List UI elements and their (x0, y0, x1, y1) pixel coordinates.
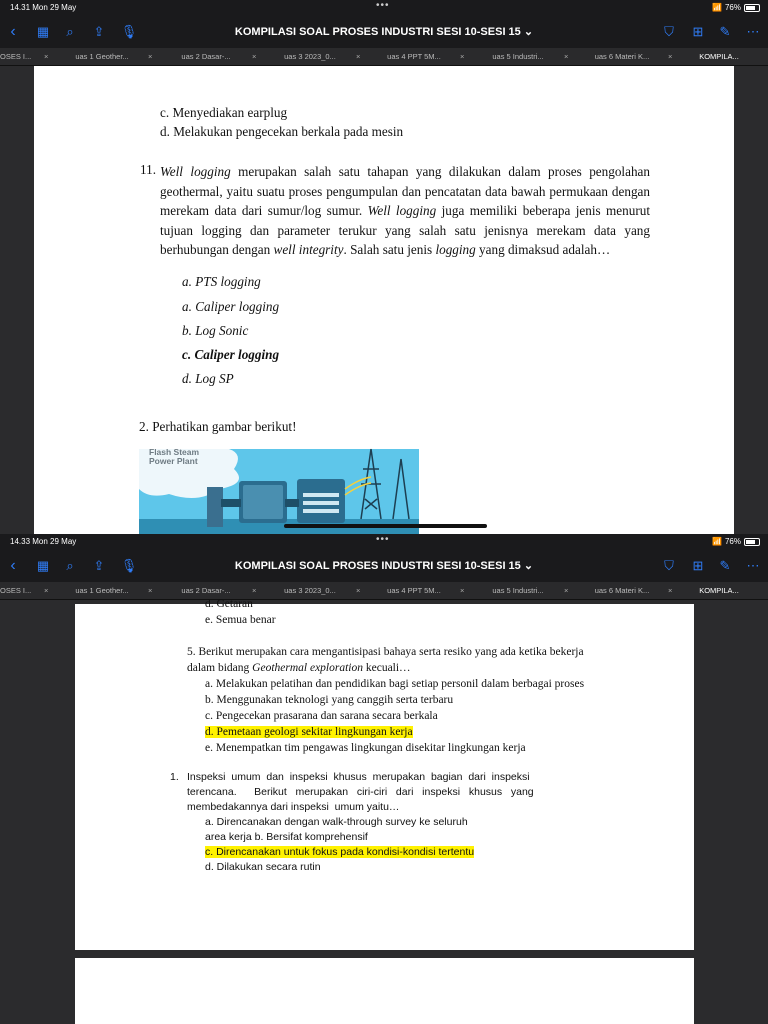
answer-option: a. Direncanakan dengan walk-through survey ke seluruh (205, 816, 468, 828)
option-c: c. Menyediakan earplug (160, 105, 288, 120)
annotate-icon[interactable]: ✎ (719, 558, 731, 573)
tab-0[interactable]: OSES I... (0, 52, 32, 61)
close-tab-icon[interactable]: × (460, 52, 465, 61)
answer-option: a. Melakukan pelatihan dan pendidikan bagi setiap personil dalam berbagai proses (205, 678, 585, 690)
question-11-text: Well logging merupakan salah satu tahapan yang dilakukan dalam proses pengolahan geothermal, yaitu suatu proses pengumpulan dan pencatatan data bawah permukaan dengan merekam data dari sumur/log sumur. Well logging juga memiliki beberapa jenis menurut tujuan logging dan parameter terukur yang salah satu jenisnya merekam data yang berhubungan dengan well integrity. Salah satu jenis logging yang dimaksud adalah… (160, 164, 650, 257)
tab-bar (0, 48, 768, 66)
tab-4[interactable]: × uas 4 PPT 5M... (356, 586, 441, 595)
close-tab-icon[interactable]: × (356, 52, 361, 61)
tab-bar (0, 582, 768, 600)
more-icon[interactable]: ⋯ (746, 24, 760, 39)
answer-option: b. Menggunakan teknologi yang canggih serta terbaru (205, 694, 454, 706)
answer-option: d. Dilakukan secara rutin (205, 861, 321, 873)
status-bar (0, 534, 768, 550)
wifi-icon: 📶 (712, 537, 722, 546)
close-tab-icon[interactable]: × (148, 52, 153, 61)
more-dots-icon[interactable]: ••• (376, 534, 390, 545)
back-icon[interactable]: ‹ (10, 557, 16, 574)
question-5-line-2: dalam bidang Geothermal exploration kecuali… (187, 662, 411, 674)
back-icon[interactable]: ‹ (10, 23, 16, 40)
option-d: d. Melakukan pengecekan berkala pada mesin (160, 124, 404, 139)
voice-icon[interactable]: 🎙 (120, 24, 138, 39)
tab-5[interactable]: × uas 5 Industri... (460, 586, 544, 595)
next-document-page (75, 958, 694, 1024)
answer-option: e. Menempatkan tim pengawas lingkungan disekitar lingkungan kerja (205, 742, 526, 754)
tab-1[interactable]: × uas 1 Geother... (44, 52, 129, 61)
answer-option: c. Pengecekan prasarana dan sarana secara berkala (205, 710, 438, 722)
app-toolbar (0, 16, 768, 48)
document-page (75, 598, 694, 950)
close-tab-icon[interactable]: × (460, 586, 465, 595)
tab-2[interactable]: × uas 2 Dasar-... (148, 52, 231, 61)
close-tab-icon[interactable]: × (668, 52, 673, 61)
share-icon[interactable]: ⇪ (93, 558, 105, 573)
close-tab-icon[interactable]: × (356, 586, 361, 595)
question-1-line-2: terencana. Berikut merupakan ciri-ciri dari inspeksi khusus yang (187, 786, 534, 798)
close-tab-icon[interactable]: × (252, 586, 257, 595)
tab-6[interactable]: × uas 6 Materi K... (564, 586, 650, 595)
document-page (34, 66, 734, 534)
close-tab-icon[interactable]: × (148, 586, 153, 595)
question-1-line-1: Inspeksi umum dan inspeksi khusus merupakan bagian dari inspeksi (187, 771, 530, 783)
battery-icon (744, 538, 760, 546)
add-page-icon[interactable]: ⊞ (692, 558, 704, 573)
flash-steam-power-plant-image (139, 449, 419, 534)
app-toolbar (0, 550, 768, 582)
tab-6[interactable]: × uas 6 Materi K... (564, 52, 650, 61)
tab-0[interactable]: OSES I... (0, 586, 32, 595)
wifi-icon: 📶 (712, 3, 722, 12)
tab-5[interactable]: × uas 5 Industri... (460, 52, 544, 61)
document-title[interactable]: KOMPILASI SOAL PROSES INDUSTRI SESI 10-SESI 15 ⌄ (234, 26, 534, 38)
image-label-line-2: Power Plant (149, 456, 198, 466)
tab-7-active[interactable]: × KOMPILA... (668, 586, 739, 595)
grid-icon[interactable]: ▦ (36, 558, 50, 573)
close-tab-icon[interactable]: × (668, 586, 673, 595)
question-number: 11. (140, 162, 156, 177)
tab-1[interactable]: × uas 1 Geother... (44, 586, 129, 595)
close-tab-icon[interactable]: × (564, 52, 569, 61)
tab-7-active[interactable]: × KOMPILA... (668, 52, 739, 61)
bookmark-icon[interactable]: ⛉ (664, 558, 674, 573)
option-e: e. Semua benar (205, 614, 276, 626)
search-icon[interactable]: ⌕ (66, 24, 74, 39)
status-time: 14.33 Mon 29 May (10, 537, 77, 546)
search-icon[interactable]: ⌕ (66, 558, 74, 573)
more-icon[interactable]: ⋯ (746, 558, 760, 573)
answer-option: a. Caliper logging (182, 299, 280, 314)
home-indicator[interactable] (284, 524, 487, 528)
answer-option-highlighted: c. Direncanakan untuk fokus pada kondisi-kondisi tertentu (205, 846, 475, 858)
answer-option-highlighted: d. Pemetaan geologi sekitar lingkungan kerja (205, 726, 413, 738)
tab-3[interactable]: × uas 3 2023_0... (252, 586, 336, 595)
tab-3[interactable]: × uas 3 2023_0... (252, 52, 336, 61)
close-tab-icon[interactable]: × (564, 586, 569, 595)
status-time: 14.31 Mon 29 May (10, 3, 77, 12)
add-page-icon[interactable]: ⊞ (692, 24, 704, 39)
tab-4[interactable]: × uas 4 PPT 5M... (356, 52, 441, 61)
screenshot-bottom (0, 534, 768, 1024)
battery-label: 76% (724, 3, 741, 12)
share-icon[interactable]: ⇪ (93, 24, 105, 39)
grid-icon[interactable]: ▦ (36, 24, 50, 39)
bookmark-icon[interactable]: ⛉ (664, 24, 674, 39)
answer-option: d. Log SP (182, 371, 234, 386)
image-label (149, 448, 199, 466)
answer-option: b. Log Sonic (182, 323, 249, 338)
battery-label: 76% (724, 537, 741, 546)
status-bar (0, 0, 768, 16)
question-5-line-1: 5. Berikut merupakan cara mengantisipasi bahaya serta resiko yang ada ketika bekerja (187, 646, 584, 658)
question-1-line-3: membedakannya dari inspeksi umum yaitu… (187, 801, 400, 813)
battery-icon (744, 4, 760, 12)
close-tab-icon[interactable]: × (44, 52, 49, 61)
close-tab-icon[interactable]: × (44, 586, 49, 595)
answer-option: area kerja b. Bersifat komprehensif (205, 831, 368, 843)
more-dots-icon[interactable]: ••• (376, 0, 390, 11)
image-label-line-1: Flash Steam (149, 447, 200, 457)
answer-option: a. PTS logging (182, 274, 261, 289)
tab-2[interactable]: × uas 2 Dasar-... (148, 586, 231, 595)
question-2-text: 2. Perhatikan gambar berikut! (139, 419, 297, 434)
question-number: 1. (170, 771, 179, 783)
document-title[interactable]: KOMPILASI SOAL PROSES INDUSTRI SESI 10-SESI 15 ⌄ (234, 560, 534, 572)
answer-option-correct: c. Caliper logging (182, 347, 280, 362)
option-d: d. Getaran (205, 598, 253, 610)
close-tab-icon[interactable]: × (252, 52, 257, 61)
voice-icon[interactable]: 🎙 (120, 558, 138, 573)
annotate-icon[interactable]: ✎ (719, 24, 731, 39)
